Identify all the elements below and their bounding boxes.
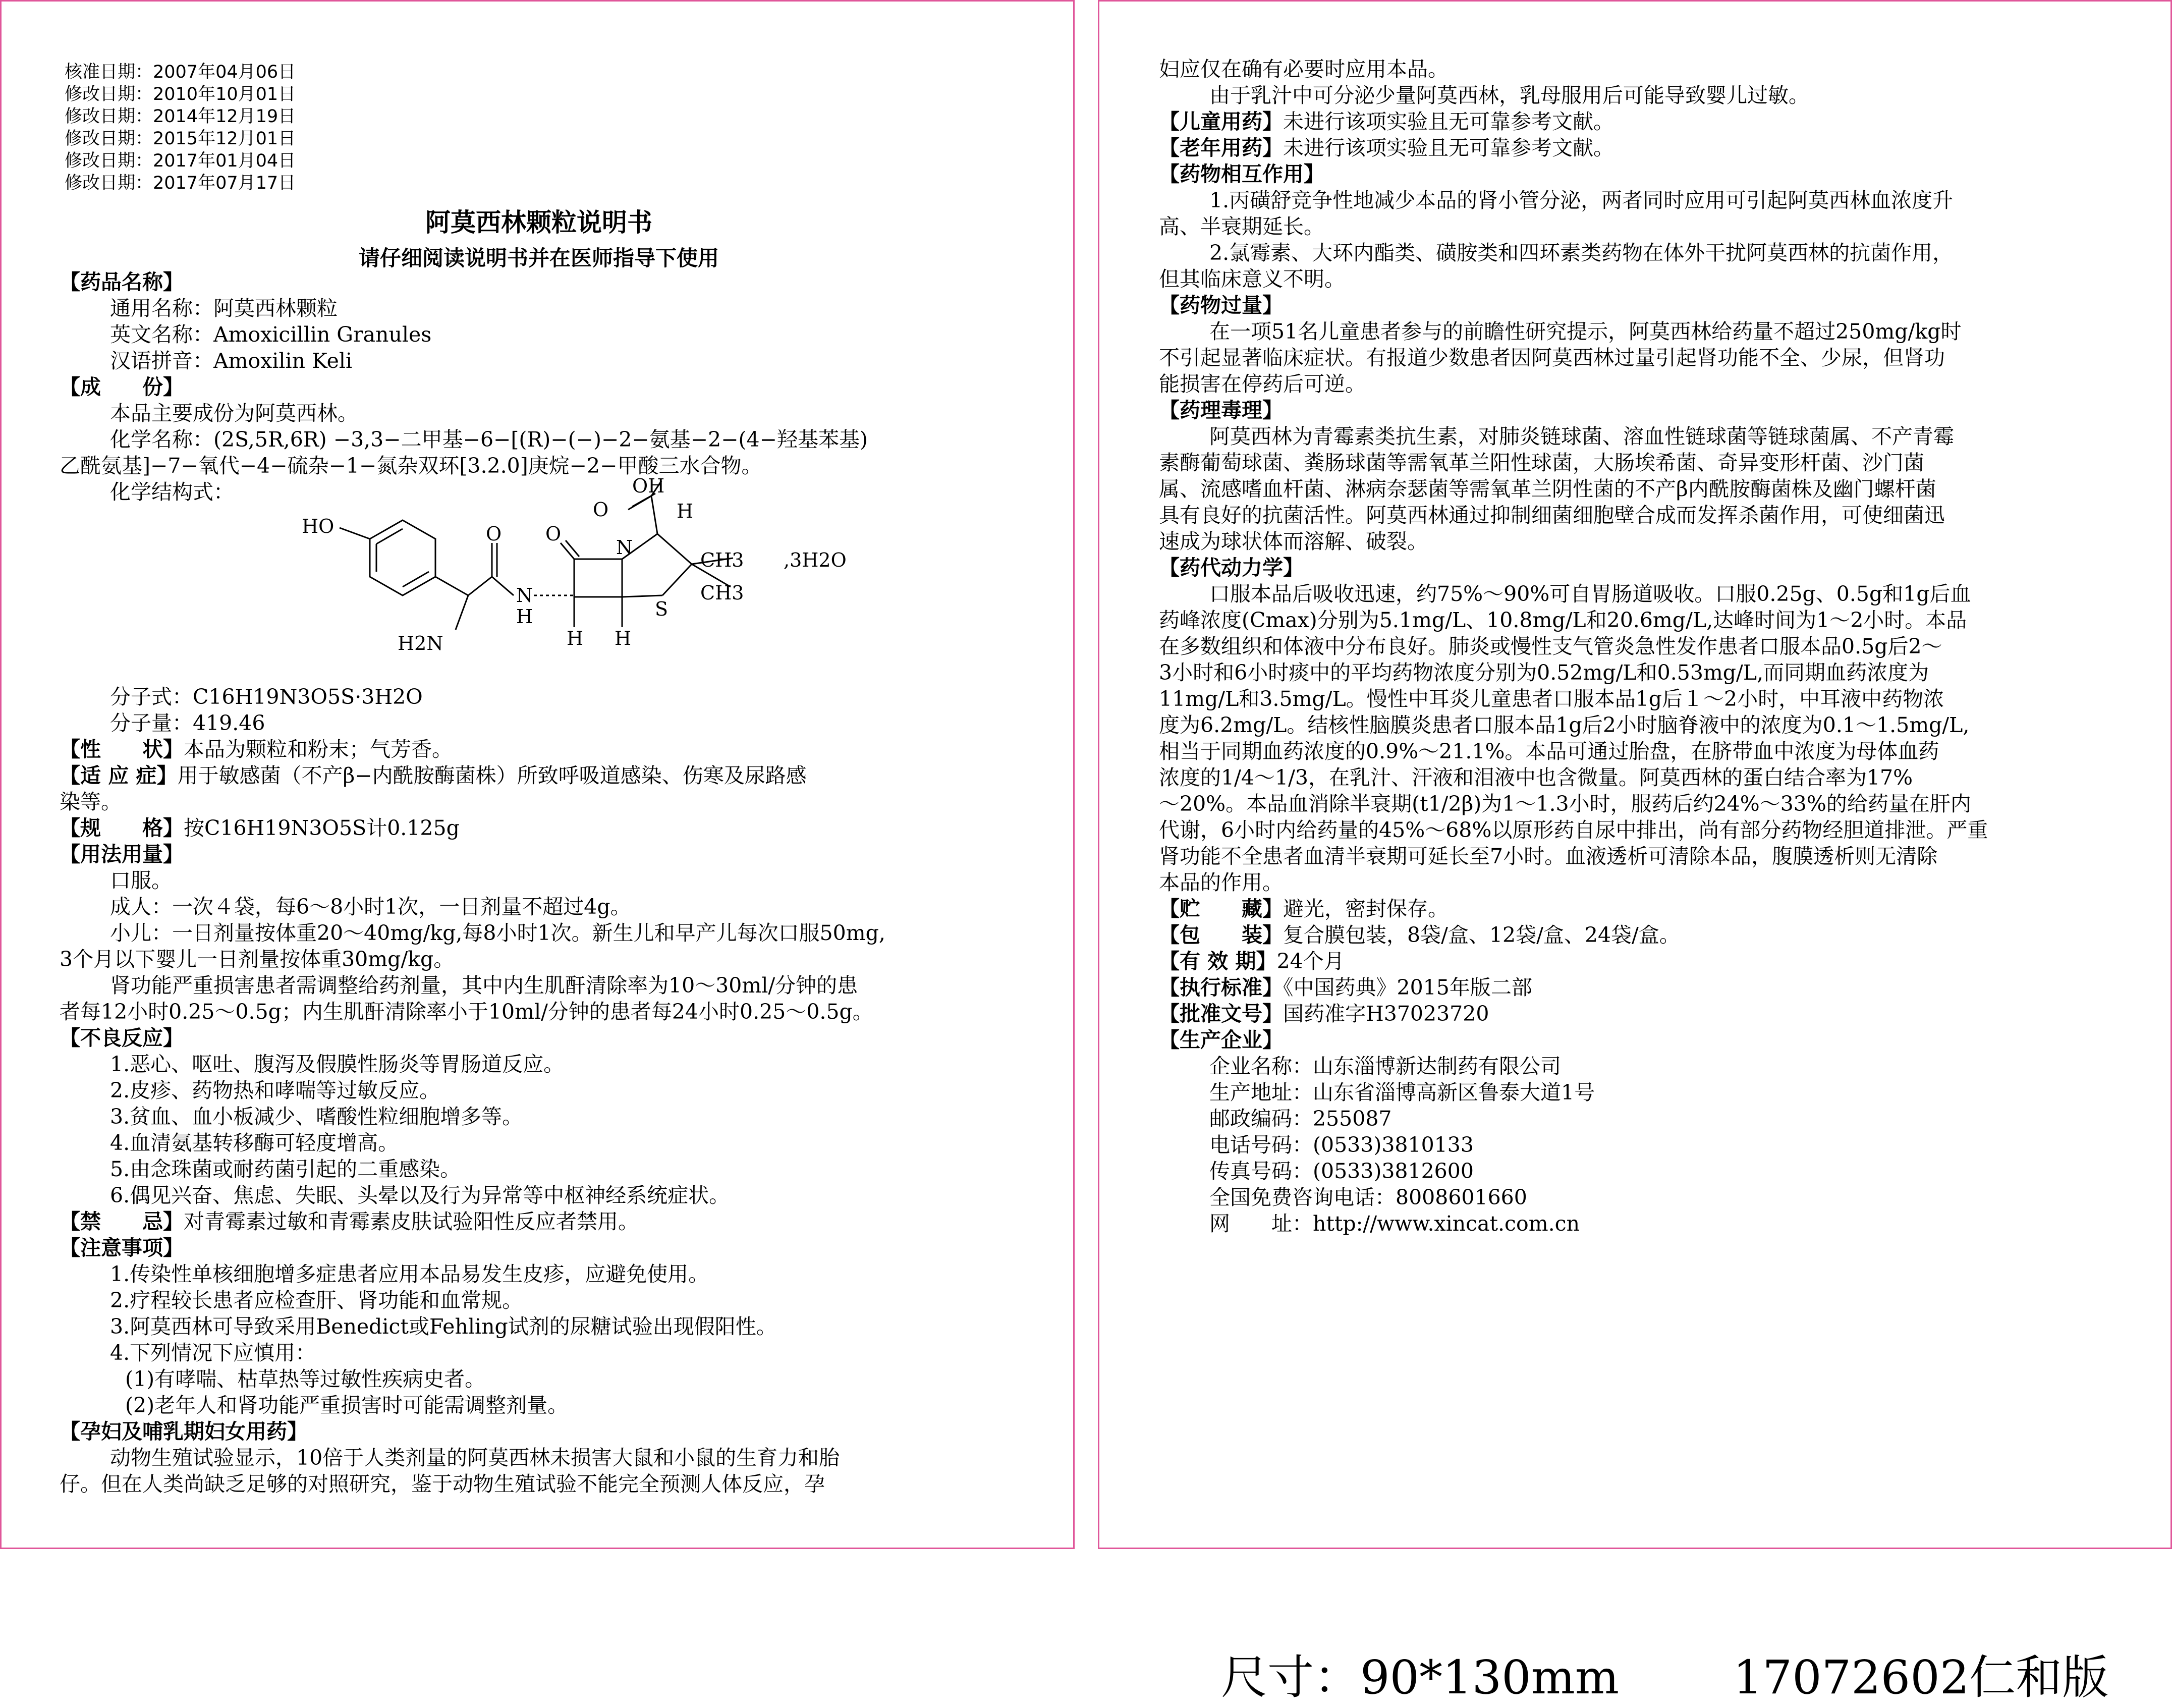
section-heading-adverse: 【不良反应】 <box>60 1026 184 1050</box>
structure-atom-label: OH <box>632 478 665 497</box>
properties-row <box>60 736 885 762</box>
pharmacology-line: 阿莫西林为青霉素类抗生素，对肺炎链球菌、溶血性链球菌等链球菌属、不产青霉 <box>1209 424 1954 449</box>
structure-atom-label: S <box>655 598 669 620</box>
section-heading-pharmacokinetics: 【药代动力学】 <box>1159 556 1304 580</box>
section-heading-approval: 【批准文号】 <box>1159 1002 1283 1026</box>
chemical-name-line: 乙酰氨基]−7−氧代−4−硫杂−1−氮杂双环[3.2.0]庚烷−2−甲酸三水合物。 <box>60 454 762 478</box>
pharmacokinetics-line: 本品的作用。 <box>1159 870 1283 895</box>
structure-atom-label: O <box>486 523 502 545</box>
structure-atom-label: N <box>516 584 533 607</box>
section-heading-usage: 【用法用量】 <box>60 842 184 866</box>
interaction-line: 2.氯霉素、大环内酯类、磺胺类和四环素类药物在体外干扰阿莫西林的抗菌作用， <box>1209 241 1954 265</box>
adverse-item: 5.由念珠菌或耐药菌引起的二重感染。 <box>110 1157 461 1181</box>
geriatric-row <box>1159 135 1988 161</box>
pregnancy-line: 动物生殖试验显示，10倍于人类剂量的阿莫西林未损害大鼠和小鼠的生育力和胎 <box>110 1446 840 1470</box>
precaution-item: 2.疗程较长患者应检查肝、肾功能和血常规。 <box>110 1288 523 1312</box>
pharmacokinetics-line: 在多数组织和体液中分布良好。肺炎或慢性支气管炎急性发作患者口服本品0.5g后2～ <box>1159 634 1942 658</box>
section-heading-standard: 【执行标准】 <box>1159 975 1283 1000</box>
approval-row <box>1159 1001 1988 1027</box>
revision-date: 修改日期：2017年01月04日 <box>65 151 296 171</box>
english-name: 英文名称：Amoxicillin Granules <box>110 322 432 347</box>
right-panel <box>1098 0 2172 1549</box>
pregnancy-line: 妇应仅在确有必要时应用本品。 <box>1159 57 1449 81</box>
structure-atom-label: H <box>567 627 584 649</box>
section-heading-contraindications: 【禁 忌】 <box>60 1209 184 1234</box>
pediatric-text: 未进行该项实验且无可靠参考文献。 <box>1283 109 1614 134</box>
pharmacology-line: 速成为球状体而溶解、破裂。 <box>1159 529 1428 554</box>
package-row <box>1159 922 1988 948</box>
pinyin-name: 汉语拼音：Amoxilin Keli <box>110 349 353 373</box>
footer-version: 17072602仁和版 <box>1733 1650 2109 1704</box>
usage-line: 3个月以下婴儿一日剂量按体重30mg/kg。 <box>60 947 455 971</box>
precaution-item: 1.传染性单核细胞增多症患者应用本品易发生皮疹，应避免使用。 <box>110 1262 709 1286</box>
section-heading-geriatric: 【老年用药】 <box>1159 136 1283 160</box>
usage-line: 者每12小时0.25～0.5g；内生肌酐清除率小于10ml/分钟的患者每24小时0.25～0.5g。 <box>60 1000 873 1024</box>
manufacturer-line: 电话号码：(0533)3810133 <box>1209 1133 1474 1157</box>
specification-text: 按C16H19N3O5S计0.125g <box>184 816 460 840</box>
manufacturer-line: 全国免费咨询电话：8008601660 <box>1209 1185 1527 1209</box>
pharmacokinetics-line: 浓度的1/4～1/3，在乳汁、汗液和泪液中也含微量。阿莫西林的蛋白结合率为17% <box>1159 765 1913 790</box>
interaction-line: 1.丙磺舒竞争性地减少本品的肾小管分泌，两者同时应用可引起阿莫西林血浓度升 <box>1209 188 1954 212</box>
structure-atom-label: H2N <box>398 632 443 654</box>
molecular-weight: 分子量：419.46 <box>110 711 265 735</box>
adverse-item: 4.血清氨基转移酶可轻度增高。 <box>110 1131 399 1155</box>
structure-atom-label: O <box>593 499 609 521</box>
storage-row <box>1159 896 1988 922</box>
adverse-item: 6.偶见兴奋、焦虑、失眠、头晕以及行为异常等中枢神经系统症状。 <box>110 1183 730 1207</box>
interaction-line: 高、半衰期延长。 <box>1159 214 1324 239</box>
precaution-item: 3.阿莫西林可导致采用Benedict或Fehling试剂的尿糖试验出现假阳性。 <box>110 1314 777 1339</box>
section-heading-validity: 【有 效 期】 <box>1159 949 1277 973</box>
composition-line: 本品主要成份为阿莫西林。 <box>110 401 358 425</box>
indications-row <box>60 762 885 789</box>
precaution-subitem: (1)有哮喘、枯草热等过敏性疾病史者。 <box>125 1367 486 1391</box>
properties-text: 本品为颗粒和粉末；气芳香。 <box>184 737 453 761</box>
section-heading-package: 【包 装】 <box>1159 923 1283 947</box>
generic-name: 通用名称：阿莫西林颗粒 <box>110 296 338 320</box>
pediatric-row <box>1159 108 1988 135</box>
pharmacology-line: 具有良好的抗菌活性。阿莫西林通过抑制细菌细胞壁合成而发挥杀菌作用，可使细菌迅 <box>1159 503 1945 527</box>
section-heading-storage: 【贮 藏】 <box>1159 897 1283 921</box>
revision-date: 修改日期：2015年12月01日 <box>65 129 296 149</box>
structure-atom-label: ,3H2O <box>784 549 847 571</box>
pharmacokinetics-line: 11mg/L和3.5mg/L。慢性中耳炎儿童患者口服本品1g后１～2小时，中耳液中药物浓 <box>1159 687 1944 711</box>
molecular-formula-label: 分子式： <box>110 685 193 709</box>
section-heading-pediatric: 【儿童用药】 <box>1159 109 1283 134</box>
pregnancy-line: 由于乳汁中可分泌少量阿莫西林，乳母服用后可能导致婴儿过敏。 <box>1209 83 1809 107</box>
contraindications-row <box>60 1208 885 1235</box>
manufacturer-line: 邮政编码：255087 <box>1209 1107 1392 1131</box>
structure-atom-label: CH3 <box>700 582 744 604</box>
pharmacokinetics-line: 口服本品后吸收迅速，约75%～90%可自胃肠道吸收。口服0.25g、0.5g和1g后血 <box>1209 582 1971 606</box>
structure-atom-label: H <box>677 500 694 522</box>
standard-text: 《中国药典》2015年版二部 <box>1283 975 1532 1000</box>
approval-date: 核准日期：2007年04月06日 <box>65 62 296 82</box>
validity-row <box>1159 948 1988 974</box>
overdose-line: 在一项51名儿童患者参与的前瞻性研究提示，阿莫西林给药量不超过250mg/kg时 <box>1209 319 1962 344</box>
usage-line: 口服。 <box>110 868 172 893</box>
pharmacokinetics-line: 药峰浓度(Cmax)分别为5.1mg/L、10.8mg/L和20.6mg/L,达峰时间为1～2小时。本品 <box>1159 608 1967 632</box>
package-text: 复合膜包装，8袋/盒、12袋/盒、24袋/盒。 <box>1283 923 1680 947</box>
pharmacology-line: 属、流感嗜血杆菌、淋病奈瑟菌等需氧革兰阴性菌的不产β内酰胺酶菌株及幽门螺杆菌 <box>1159 477 1936 501</box>
left-text-block-1 <box>60 269 868 505</box>
pharmacokinetics-line: 度为6.2mg/L。结核性脑膜炎患者口服本品1g后2小时脑脊液中的浓度为0.1～1.5mg/L, <box>1159 713 1970 737</box>
right-text-block <box>1159 56 1988 1237</box>
revision-dates <box>65 61 296 194</box>
section-heading-pharmacology: 【药理毒理】 <box>1159 398 1283 422</box>
left-text-block-2 <box>60 684 885 1497</box>
section-heading-overdose: 【药物过量】 <box>1159 293 1283 317</box>
revision-date: 修改日期：2010年10月01日 <box>65 84 296 104</box>
adverse-item: 3.贫血、血小板减少、嗜酸性粒细胞增多等。 <box>110 1105 523 1129</box>
revision-date: 修改日期：2014年12月19日 <box>65 106 296 127</box>
section-heading-manufacturer: 【生产企业】 <box>1159 1028 1283 1052</box>
section-heading-precautions: 【注意事项】 <box>60 1236 184 1260</box>
section-heading-properties: 【性 状】 <box>60 737 184 761</box>
usage-line: 成人：一次４袋，每6～8小时1次，一日剂量不超过4g。 <box>110 895 631 919</box>
pharmacokinetics-line: 代谢，6小时内给药量的45%～68%以原形药自尿中排出，尚有部分药物经胆道排泄。严重 <box>1159 818 1988 842</box>
overdose-line: 能损害在停药后可逆。 <box>1159 372 1366 396</box>
section-heading-specification: 【规 格】 <box>60 816 184 840</box>
specification-row <box>60 815 885 841</box>
usage-line: 肾功能严重损害患者需调整给药剂量，其中内生肌酐清除率为10～30ml/分钟的患 <box>110 973 858 998</box>
pregnancy-line: 仔。但在人类尚缺乏足够的对照研究，鉴于动物生殖试验不能完全预测人体反应，孕 <box>60 1472 825 1496</box>
revision-date: 修改日期：2017年07月17日 <box>65 173 296 193</box>
contraindications-text: 对青霉素过敏和青霉素皮肤试验阳性反应者禁用。 <box>184 1209 639 1234</box>
structure-atom-label: CH3 <box>700 549 744 571</box>
interaction-line: 但其临床意义不明。 <box>1159 267 1345 291</box>
pharmacokinetics-line: 肾功能不全患者血清半衰期可延长至7小时。血液透析可清除本品，腹膜透析则无清除 <box>1159 844 1938 868</box>
footer-size: 尺寸：90*130mm <box>1221 1650 1620 1704</box>
section-heading-indications: 【适 应 症】 <box>60 763 178 788</box>
section-heading-name: 【药品名称】 <box>60 270 184 294</box>
structure-atom-label: HO <box>302 515 335 537</box>
section-heading-pregnancy: 【孕妇及哺乳期妇女用药】 <box>60 1419 308 1444</box>
overdose-line: 不引起显著临床症状。有报道少数患者因阿莫西林过量引起肾功能不全、少尿，但肾功 <box>1159 346 1945 370</box>
pharmacokinetics-line: 3小时和6小时痰中的平均药物浓度分别为0.52mg/L和0.53mg/L,而同期血药浓度为 <box>1159 660 1929 685</box>
usage-line: 小儿：一日剂量按体重20～40mg/kg,每8小时1次。新生儿和早产儿每次口服50mg, <box>110 921 885 945</box>
indications-text-cont: 染等。 <box>60 790 122 814</box>
structure-label: 化学结构式： <box>110 480 234 504</box>
structure-atom-label: H <box>615 627 632 649</box>
left-panel <box>0 0 1075 1549</box>
precaution-item: 4.下列情况下应慎用： <box>110 1341 316 1365</box>
storage-text: 避光，密封保存。 <box>1283 897 1449 921</box>
structure-atom-label: O <box>545 523 562 545</box>
pharmacology-line: 素酶葡萄球菌、粪肠球菌等需氧革兰阳性球菌，大肠埃希菌、奇异变形杆菌、沙门菌 <box>1159 451 1924 475</box>
manufacturer-line: 生产地址：山东省淄博高新区鲁泰大道1号 <box>1209 1080 1595 1105</box>
manufacturer-line: 企业名称：山东淄博新达制药有限公司 <box>1209 1054 1561 1078</box>
structure-atom-label: H <box>516 605 533 628</box>
standard-row <box>1159 974 1988 1001</box>
adverse-item: 1.恶心、呕吐、腹泻及假膜性肠炎等胃肠道反应。 <box>110 1052 565 1076</box>
pharmacokinetics-line: ～20%。本品血消除半衰期(t1/2β)为1～1.3小时，服药后约24%～33%的给药量在肝内 <box>1159 792 1971 816</box>
chemical-structure-diagram <box>284 478 910 680</box>
molecular-formula-value: C16H19N3O5S·3H2O <box>193 685 423 709</box>
geriatric-text: 未进行该项实验且无可靠参考文献。 <box>1283 136 1614 160</box>
section-heading-composition: 【成 份】 <box>60 375 184 399</box>
section-heading-interactions: 【药物相互作用】 <box>1159 162 1324 186</box>
chemical-name-line: 化学名称：(2S,5R,6R) −3,3−二甲基−6−[(R)−(−)−2−氨基−2−(4−羟基苯基) <box>110 427 868 452</box>
structure-atom-label: N <box>616 536 633 559</box>
validity-text: 24个月 <box>1276 949 1345 973</box>
manufacturer-website: 网 址：http://www.xincat.com.cn <box>1209 1211 1580 1236</box>
precaution-subitem: (2)老年人和肾功能严重损害时可能需调整剂量。 <box>125 1393 569 1417</box>
molecular-formula <box>60 684 885 710</box>
document-subtitle: 请仔细阅读说明书并在医师指导下使用 <box>358 246 719 270</box>
document-title: 阿莫西林颗粒说明书 <box>425 208 652 237</box>
approval-text: 国药准字H37023720 <box>1283 1002 1489 1026</box>
pharmacokinetics-line: 相当于同期血药浓度的0.9%～21.1%。本品可通过胎盘，在脐带血中浓度为母体血药 <box>1159 739 1939 763</box>
adverse-item: 2.皮疹、药物热和哮喘等过敏反应。 <box>110 1078 440 1103</box>
indications-text: 用于敏感菌（不产β−内酰胺酶菌株）所致呼吸道感染、伤寒及尿路感 <box>177 763 807 788</box>
manufacturer-line: 传真号码：(0533)3812600 <box>1209 1159 1474 1183</box>
